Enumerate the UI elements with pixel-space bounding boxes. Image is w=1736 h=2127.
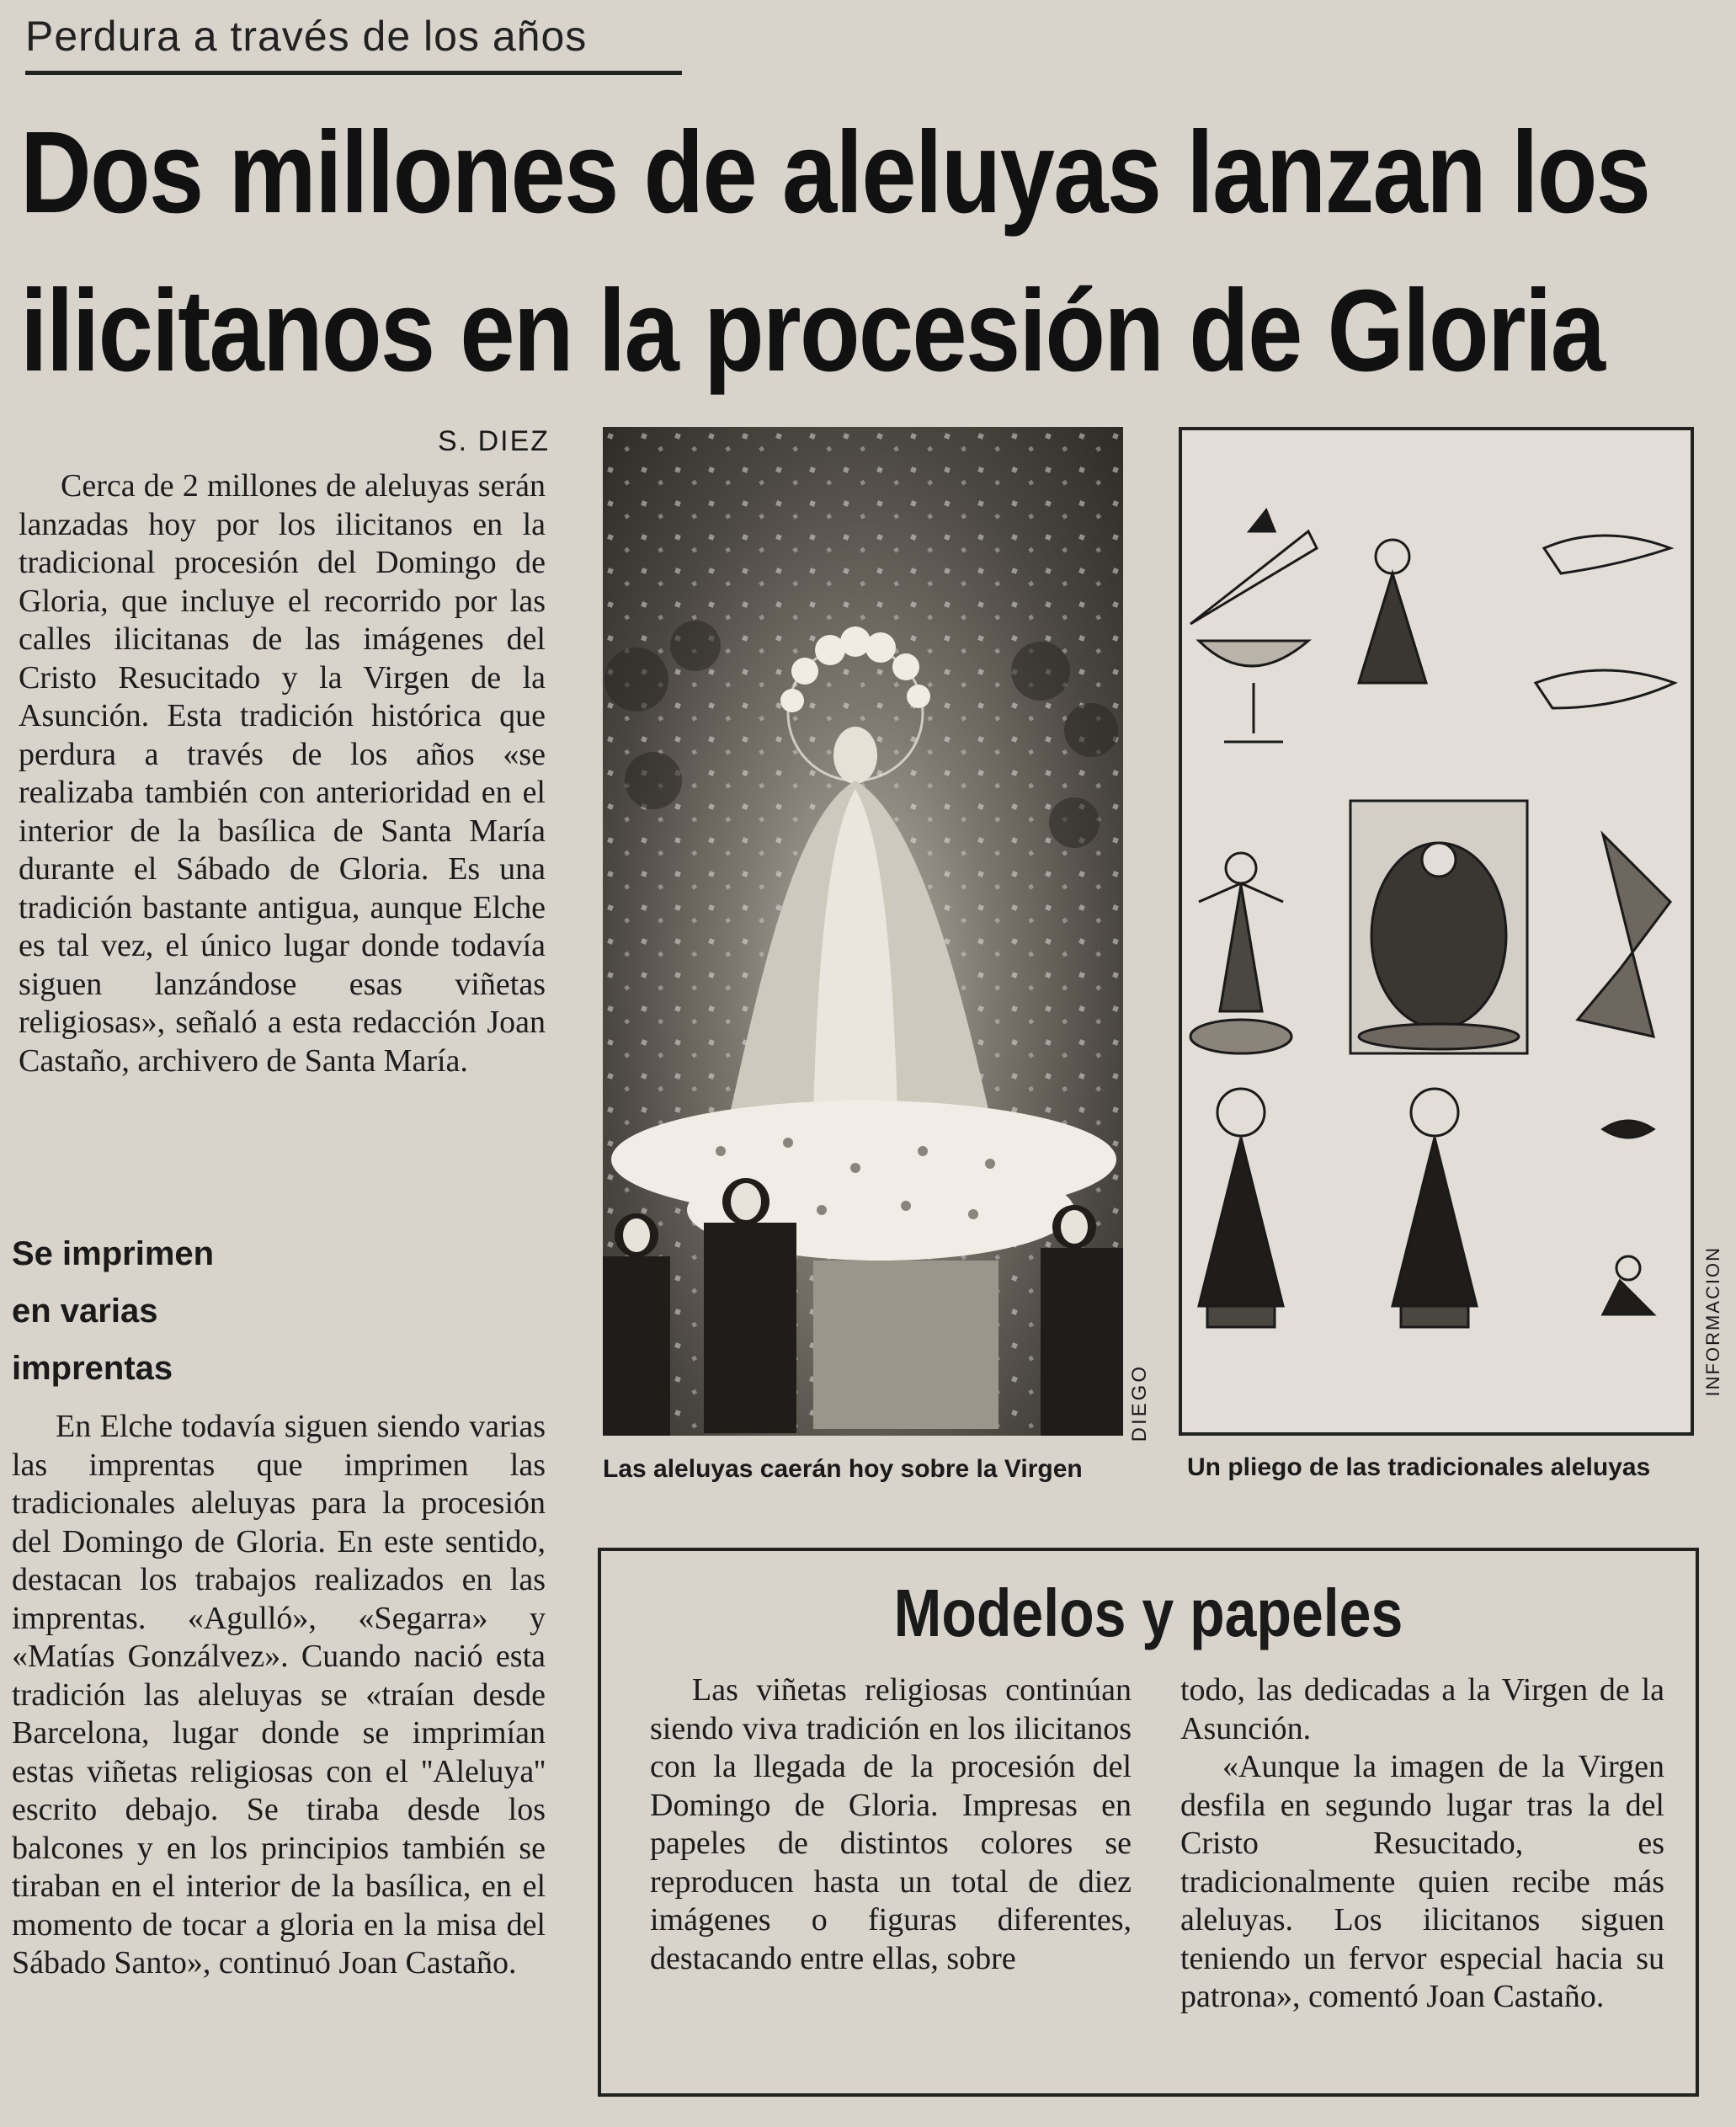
second-paragraph: En Elche todavía siguen siendo varias las imprentas que imprimen las tradicionales aleluyas para la procesión del Domingo de Gloria. En este sentido, destacan los trabajos realizados en las imprentas. «Agulló», «Segarra» y «Matías Gonzálvez». Cuando nació esta tradición las aleluyas se «traían desde Barcelona, lugar donde se imprimían estas viñetas religiosas con el ''Aleluya'' escrito debajo. Se tiraba desde los balcones y en los principios también se tiraban en el interior de la basílica, en el momento de tocar a gloria en la misa del Sábado Santo», continuó Joan Castaño.	[12, 1409, 546, 1980]
lead-paragraph: Cerca de 2 millones de aleluyas serán lanzadas hoy por los ilicitanos en la tradicional procesión del Domingo de Gloria, que incluye el recorrido por las calles ilicitanas de las imágenes del Cristo Resucitado y la Virgen de la Asunción. Esta tradición histórica que perdura a través de los años «se realizaba también con anterioridad en el interior de la basílica de Santa María durante el Sábado de Gloria. Es una tradición bastante antigua, aunque Elche es tal vez, el único lugar donde todavía siguen lanzándose esas viñetas religiosas», señaló a esta redacción Joan Castaño, archivero de Santa María.	[19, 468, 546, 1079]
angel-top-icon	[1536, 536, 1675, 708]
sidebar-paragraph-2: todo, las dedicadas a la Virgen de la Asunción.	[1180, 1672, 1664, 1746]
photo-credit: DIEGO	[1128, 1364, 1151, 1442]
byline: S. DIEZ	[438, 425, 551, 457]
sidebar-column-1	[650, 1671, 1132, 1978]
sidebar-paragraph-1: Las viñetas religiosas continúan siendo viva tradición en los ilicitanos con la llegada de la procesión del Domingo de Gloria. Impresas en papeles de distintos colores se reproducen hasta un total de diez imágenes o figuras diferentes, destacando entre ellas, sobre	[650, 1672, 1132, 1976]
virgin-small-icon	[1603, 1256, 1653, 1314]
sidebar-column-2	[1180, 1671, 1664, 2017]
sidebar-title: Modelos y papeles	[893, 1575, 1403, 1650]
assumption-icon	[1578, 834, 1670, 1037]
subheading-line-1: Se imprimen	[12, 1235, 215, 1272]
aleluyas-vignettes	[1182, 430, 1691, 1432]
bird-icon	[1603, 1121, 1653, 1138]
second-column	[12, 1408, 546, 1983]
headline-line-2: ilicitanos en la procesión de Gloria	[20, 266, 1605, 396]
sheet-caption: Un pliego de las tradicionales aleluyas	[1187, 1453, 1651, 1481]
virgin-asuncion-icon-1	[1199, 1089, 1283, 1327]
sacred-heart-icon	[1190, 853, 1291, 1053]
virgin-asuncion-icon-2	[1393, 1089, 1477, 1327]
sidebar-paragraph-3: «Aunque la imagen de la Virgen desfila en segundo lugar tras la del Cristo Resucitado, es tradicionalmente quien recibe más aleluyas. Los ilicitanos siguen teniendo un fervor especial hacia su patrona», comentó Joan Castaño.	[1180, 1749, 1664, 2014]
virgin-statue-illustration	[603, 427, 1123, 1436]
aleluyas-sheet	[1179, 427, 1694, 1436]
subheading-line-2: en varias	[12, 1293, 158, 1330]
procession-photo	[603, 427, 1123, 1436]
sheet-credit: INFORMACION	[1702, 1246, 1723, 1397]
kicker: Perdura a través de los años	[25, 13, 588, 60]
photo-caption: Las aleluyas caerán hoy sobre la Virgen	[603, 1455, 1083, 1483]
virgin-carmen-icon	[1359, 540, 1426, 683]
kicker-rule	[25, 71, 682, 75]
subheading	[12, 1225, 365, 1397]
chalice-icon	[1190, 510, 1317, 742]
subheading-line-3: imprentas	[12, 1350, 173, 1387]
headline-line-1: Dos millones de aleluyas lanzan los	[20, 108, 1650, 237]
lead-column	[19, 467, 546, 1080]
